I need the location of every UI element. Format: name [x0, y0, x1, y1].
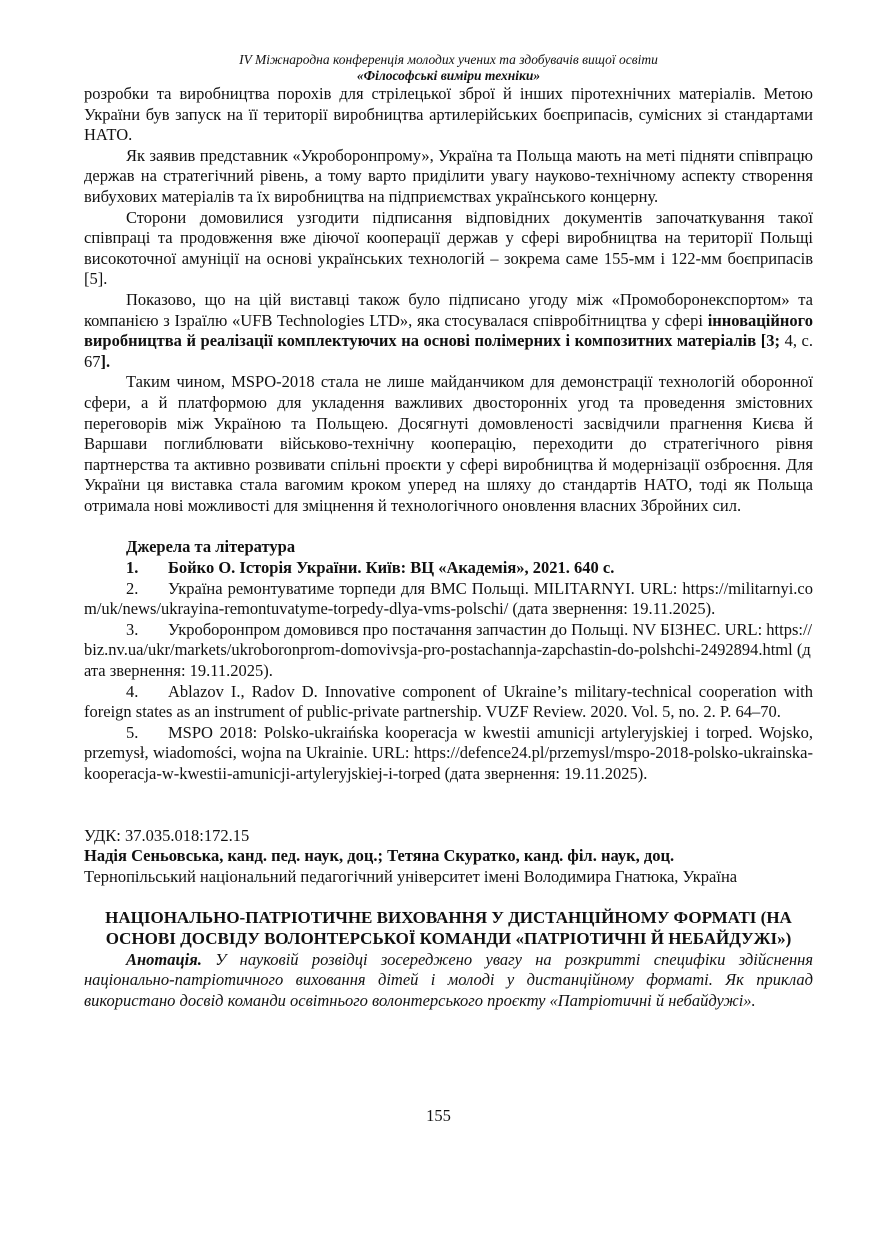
page-number: 155	[426, 1106, 451, 1125]
reference-item	[84, 723, 813, 785]
paragraph-4-text: Показово, що на цій виставці також було підписано угоду між «Промоборонекспортом» та компанією з Ізраїлю «UFB Technologies LTD», яка стосувалася співробітництва у сфері	[84, 289, 813, 330]
article-title: НАЦІОНАЛЬНО-ПАТРІОТИЧНЕ ВИХОВАННЯ У ДИСТАНЦІЙНОМУ ФОРМАТІ (НА ОСНОВІ ДОСВІДУ ВОЛОНТЕРСЬКОЇ КОМАНДИ «ПАТРІОТИЧНІ Й НЕБАЙДУЖІ»)	[105, 908, 792, 948]
reference-item	[84, 620, 813, 682]
reference-item	[84, 558, 813, 579]
abstract-text: У науковій розвідці зосереджено увагу на розкритті специфіки здійснення національно-патріотичного виховання дітей і молоді у дистанційному форматі. Як приклад використано досвід команди освітнього волонтерського проєкту «Патріотичні й небайдужі».	[84, 949, 813, 1010]
reference-item	[84, 579, 813, 620]
references-list	[84, 558, 813, 785]
reference-text[interactable]: Україна ремонтуватиме торпеди для ВМС Польщі. MILITARNYI. URL: https://militarnyi.com/uk/news/ukrayina-remontuvatyme-torpedy-dlya-vms-polschi/ (дата звернення: 19.11.2025).	[84, 578, 813, 619]
article-authors: Надія Сеньовська, канд. пед. наук, доц.; Тетяна Скуратко, канд. філ. наук, доц.	[84, 846, 675, 866]
conference-subtitle: «Філософські виміри техніки»	[356, 68, 541, 83]
references-heading: Джерела та література	[126, 537, 296, 557]
paragraph-2: Як заявив представник «Укроборонпрому», Україна та Польща мають на меті підняти співпрацю держав на стратегічний рівень, а тому варто приділити увагу науково-технічному аспекту створення вибухових матеріалів та їх виробництва на підприємствах українського концерну.	[84, 145, 813, 206]
reference-item	[84, 682, 813, 723]
paragraph-4-bold: інноваційного виробництва й реалізації комплектуючих на основі полімерних і композитних матеріалів [3;	[84, 310, 813, 351]
reference-text: Бойко О. Історія України. Київ: ВЦ «Академія», 2021. 640 с.	[168, 558, 615, 578]
paragraph-3: Сторони домовилися узгодити підписання відповідних документів започаткування такої співпраці та продовження вже діючої кооперації держав у сфері виробництва на території Польщі високоточної амуніції на основі українських технологій – зокрема саме 155-мм і 122-мм боєприпасів [5].	[84, 207, 813, 289]
page-content	[84, 52, 813, 1011]
reference-text: Ablazov I., Radov D. Innovative component of Ukraine’s military-technical cooperation with foreign states as an instrument of public-private partnership. VUZF Review. 2020. Vol. 5, no. 2. P. 64–70.	[84, 681, 813, 722]
paragraph-1: розробки та виробництва порохів для стрілецької зброї й інших піротехнічних матеріалів. Метою України був запуск на її території виробництва артилерійських боєприпасів, сумісних зі стандартами НАТО.	[84, 84, 813, 145]
reference-number: 1.	[126, 558, 139, 578]
running-header	[84, 52, 813, 84]
abstract-label: Анотація.	[126, 949, 202, 969]
reference-number: 3.	[126, 619, 139, 639]
article-abstract	[84, 950, 813, 1012]
udk-code: УДК: 37.035.018:172.15	[84, 825, 250, 845]
reference-text[interactable]: Укроборонпром домовився про постачання запчастин до Польщі. NV БІЗНЕС. URL: https://biz.nv.ua/ukr/markets/ukroboronprom-domovivsja-pro-postachannja-zapchastin-do-polshchi-2492894.html (дата звернення: 19.11.2025).	[84, 619, 813, 681]
reference-number: 4.	[126, 681, 139, 701]
paragraph-4-citation: 4, с. 67	[84, 331, 813, 371]
paragraph-4	[84, 290, 813, 372]
article-affiliation: Тернопільський національний педагогічний університет імені Володимира Гнатюка, Україна	[84, 866, 738, 886]
paragraph-5: Таким чином, MSPO-2018 стала не лише майданчиком для демонстрації технологій оборонної сфери, а й платформою для укладення важливих двосторонніх угод та проведення змістовних переговорів між Україною та Польщею. Досягнуті домовленості засвідчили прагнення Києва й Варшави поглиблювати військово-технічну кооперацію, переходити до стратегічного рівня партнерства та активно розвивати спільні проєкти у сфері виробництва й модернізації озброєння. Для України ця виставка стала вагомим кроком уперед на шляху до стандартів НАТО, тоді як Польща отримала нові можливості для зміцнення й технологічного оновлення власних Збройних сил.	[84, 372, 813, 515]
reference-number: 2.	[126, 578, 139, 598]
paragraph-4-end: ].	[100, 351, 111, 371]
conference-title: IV Міжнародна конференція молодих учених та здобувачів вищої освіти	[239, 52, 658, 67]
reference-number: 5.	[126, 722, 139, 742]
reference-text[interactable]: MSPO 2018: Polsko-ukraińska kooperacja w kwestii amunicji artyleryjskiej i torped. Wojsko, przemysł, wiadomości, wojna na Ukrainie. URL: https://defence24.pl/przemysl/mspo-2018-polsko-ukrainska-kooperacja-w-kwestii-amunicji-artyleryjskiej-i-torped (дата звернення: 19.11.2025).	[84, 722, 813, 783]
